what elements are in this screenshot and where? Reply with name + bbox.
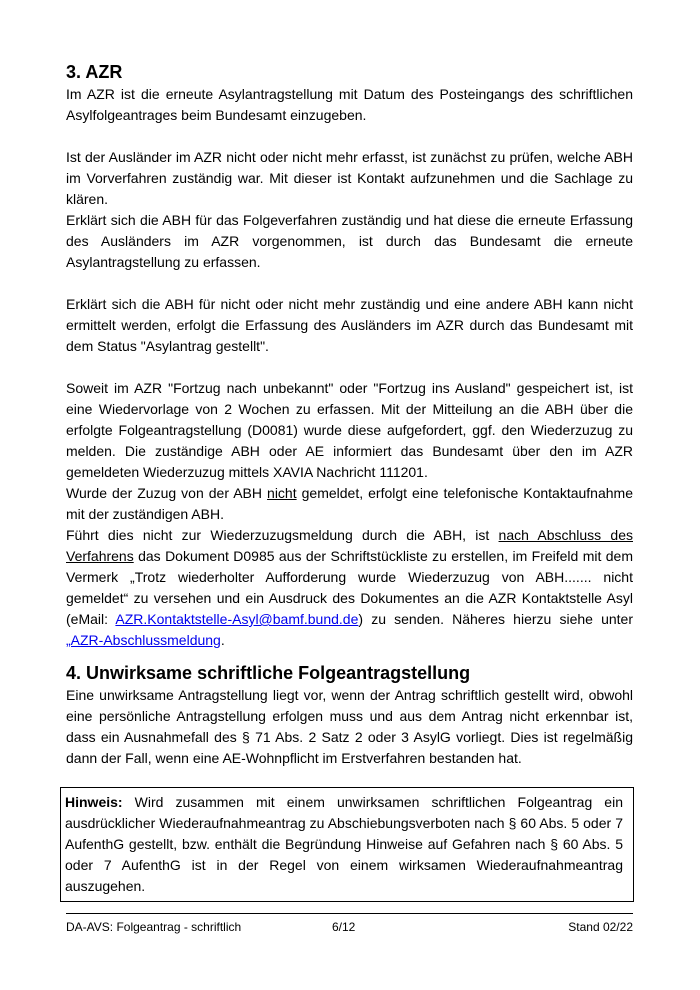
p7-text-b: das Dokument D0985 aus der Schriftstückliste zu erstellen, im Freifeld mit dem Vermerk „Trotz wiederholter Aufforderung wurde Wiederzuzug von ABH....... nicht gemeldet“ zu versehen und ein Ausdruck des Dokumentes an die AZR Kontaktstelle Asyl (eMail: bbox=[66, 548, 633, 627]
page-content bbox=[66, 60, 633, 902]
hint-box bbox=[60, 787, 634, 902]
footer-page-number: 6/12 bbox=[332, 920, 356, 934]
footer-document-title: DA-AVS: Folgeantrag - schriftlich bbox=[66, 920, 242, 934]
p6-text-b: gemeldet, erfolgt eine telefonische Kontaktaufnahme mit der zuständigen ABH. bbox=[66, 485, 633, 522]
section-4-paragraph-1: Eine unwirksame Antragstellung liegt vor, wenn der Antrag schriftlich gestellt wird, obwohl eine persönliche Antragstellung erfolgen muss und aus dem Antrag nicht erkennbar ist, dass ein Ausnahmefall des § 71 Abs. 2 Satz 2 oder 3 AsylG vorliegt. Dies ist regelmäßig dann der Fall, wenn eine AE-Wohnpflicht im Erstverfahren bestanden hat. bbox=[66, 687, 633, 766]
section-3-paragraph-2: Ist der Ausländer im AZR nicht oder nicht mehr erfasst, ist zunächst zu prüfen, welche ABH im Vorverfahren zuständig war. Mit dieser ist Kontakt aufzunehmen und die Sachlage zu klären. bbox=[66, 149, 633, 207]
section-3-paragraph-6 bbox=[66, 483, 633, 525]
section-4-heading: 4. Unwirksame schriftliche Folgeantragstellung bbox=[66, 663, 471, 683]
email-link[interactable]: AZR.Kontaktstelle-Asyl@bamf.bund.de bbox=[115, 611, 359, 627]
p7-text-c: ) zu senden. Näheres hierzu siehe unter bbox=[358, 611, 633, 627]
hint-label: Hinweis: bbox=[65, 794, 123, 810]
hint-text: Wird zusammen mit einem unwirksamen schriftlichen Folgeantrag ein ausdrücklicher Wiederaufnahmeantrag zu Abschiebungsverboten nach § 60 Abs. 5 oder 7 AufenthG gestellt, bzw. enthält die Begründung Hinweise auf Gefahren nach § 60 Abs. 5 oder 7 AufenthG ist in der Regel von einem wirksamen Wiederaufnahmeantrag auszugehen. bbox=[65, 794, 623, 894]
page-footer bbox=[66, 913, 633, 938]
section-3-paragraph-3: Erklärt sich die ABH für das Folgeverfahren zuständig und hat diese die erneute Erfassung des Ausländers im AZR vorgenommen, ist durch das Bundesamt die erneute Asylantragstellung zu erfassen. bbox=[66, 212, 633, 270]
p7-underlined: nach Abschluss des Verfahrens bbox=[66, 527, 633, 564]
section-3-paragraph-4: Erklärt sich die ABH für nicht oder nicht mehr zuständig und eine andere ABH kann nicht ermittelt werden, erfolgt die Erfassung des Ausländers im AZR durch das Bundesamt mit dem Status "Asylantrag gestellt". bbox=[66, 296, 633, 354]
footer-version: Stand 02/22 bbox=[568, 920, 633, 934]
p6-underlined: nicht bbox=[267, 485, 297, 501]
section-3-paragraph-7 bbox=[66, 525, 633, 651]
p6-text-a: Wurde der Zuzug von der ABH bbox=[66, 485, 268, 501]
section-3-paragraph-5: Soweit im AZR "Fortzug nach unbekannt" oder "Fortzug ins Ausland" gespeichert ist, ist eine Wiedervorlage von 2 Wochen zu erfassen. Mit der Mitteilung an die ABH über die erfolgte Folgeantragstellung (D0081) wurde diese aufgefordert, ggf. den Wiederzuzug zu melden. Die zuständige ABH oder AE informiert das Bundesamt über den im AZR gemeldeten Wiederzuzug mittels XAVIA Nachricht 111201. bbox=[66, 380, 633, 480]
section-3-paragraph-1: Im AZR ist die erneute Asylantragstellung mit Datum des Posteingangs des schriftlichen Asylfolgeantrages beim Bundesamt einzugeben. bbox=[66, 86, 633, 123]
azr-abschlussmeldung-link[interactable]: „AZR-Abschlussmeldung bbox=[66, 632, 221, 648]
hint-paragraph bbox=[65, 792, 623, 897]
p7-text-d: . bbox=[220, 632, 225, 648]
section-3-heading: 3. AZR bbox=[66, 62, 123, 82]
p7-text-a: Führt dies nicht zur Wiederzuzugsmeldung durch die ABH, ist bbox=[66, 527, 499, 543]
